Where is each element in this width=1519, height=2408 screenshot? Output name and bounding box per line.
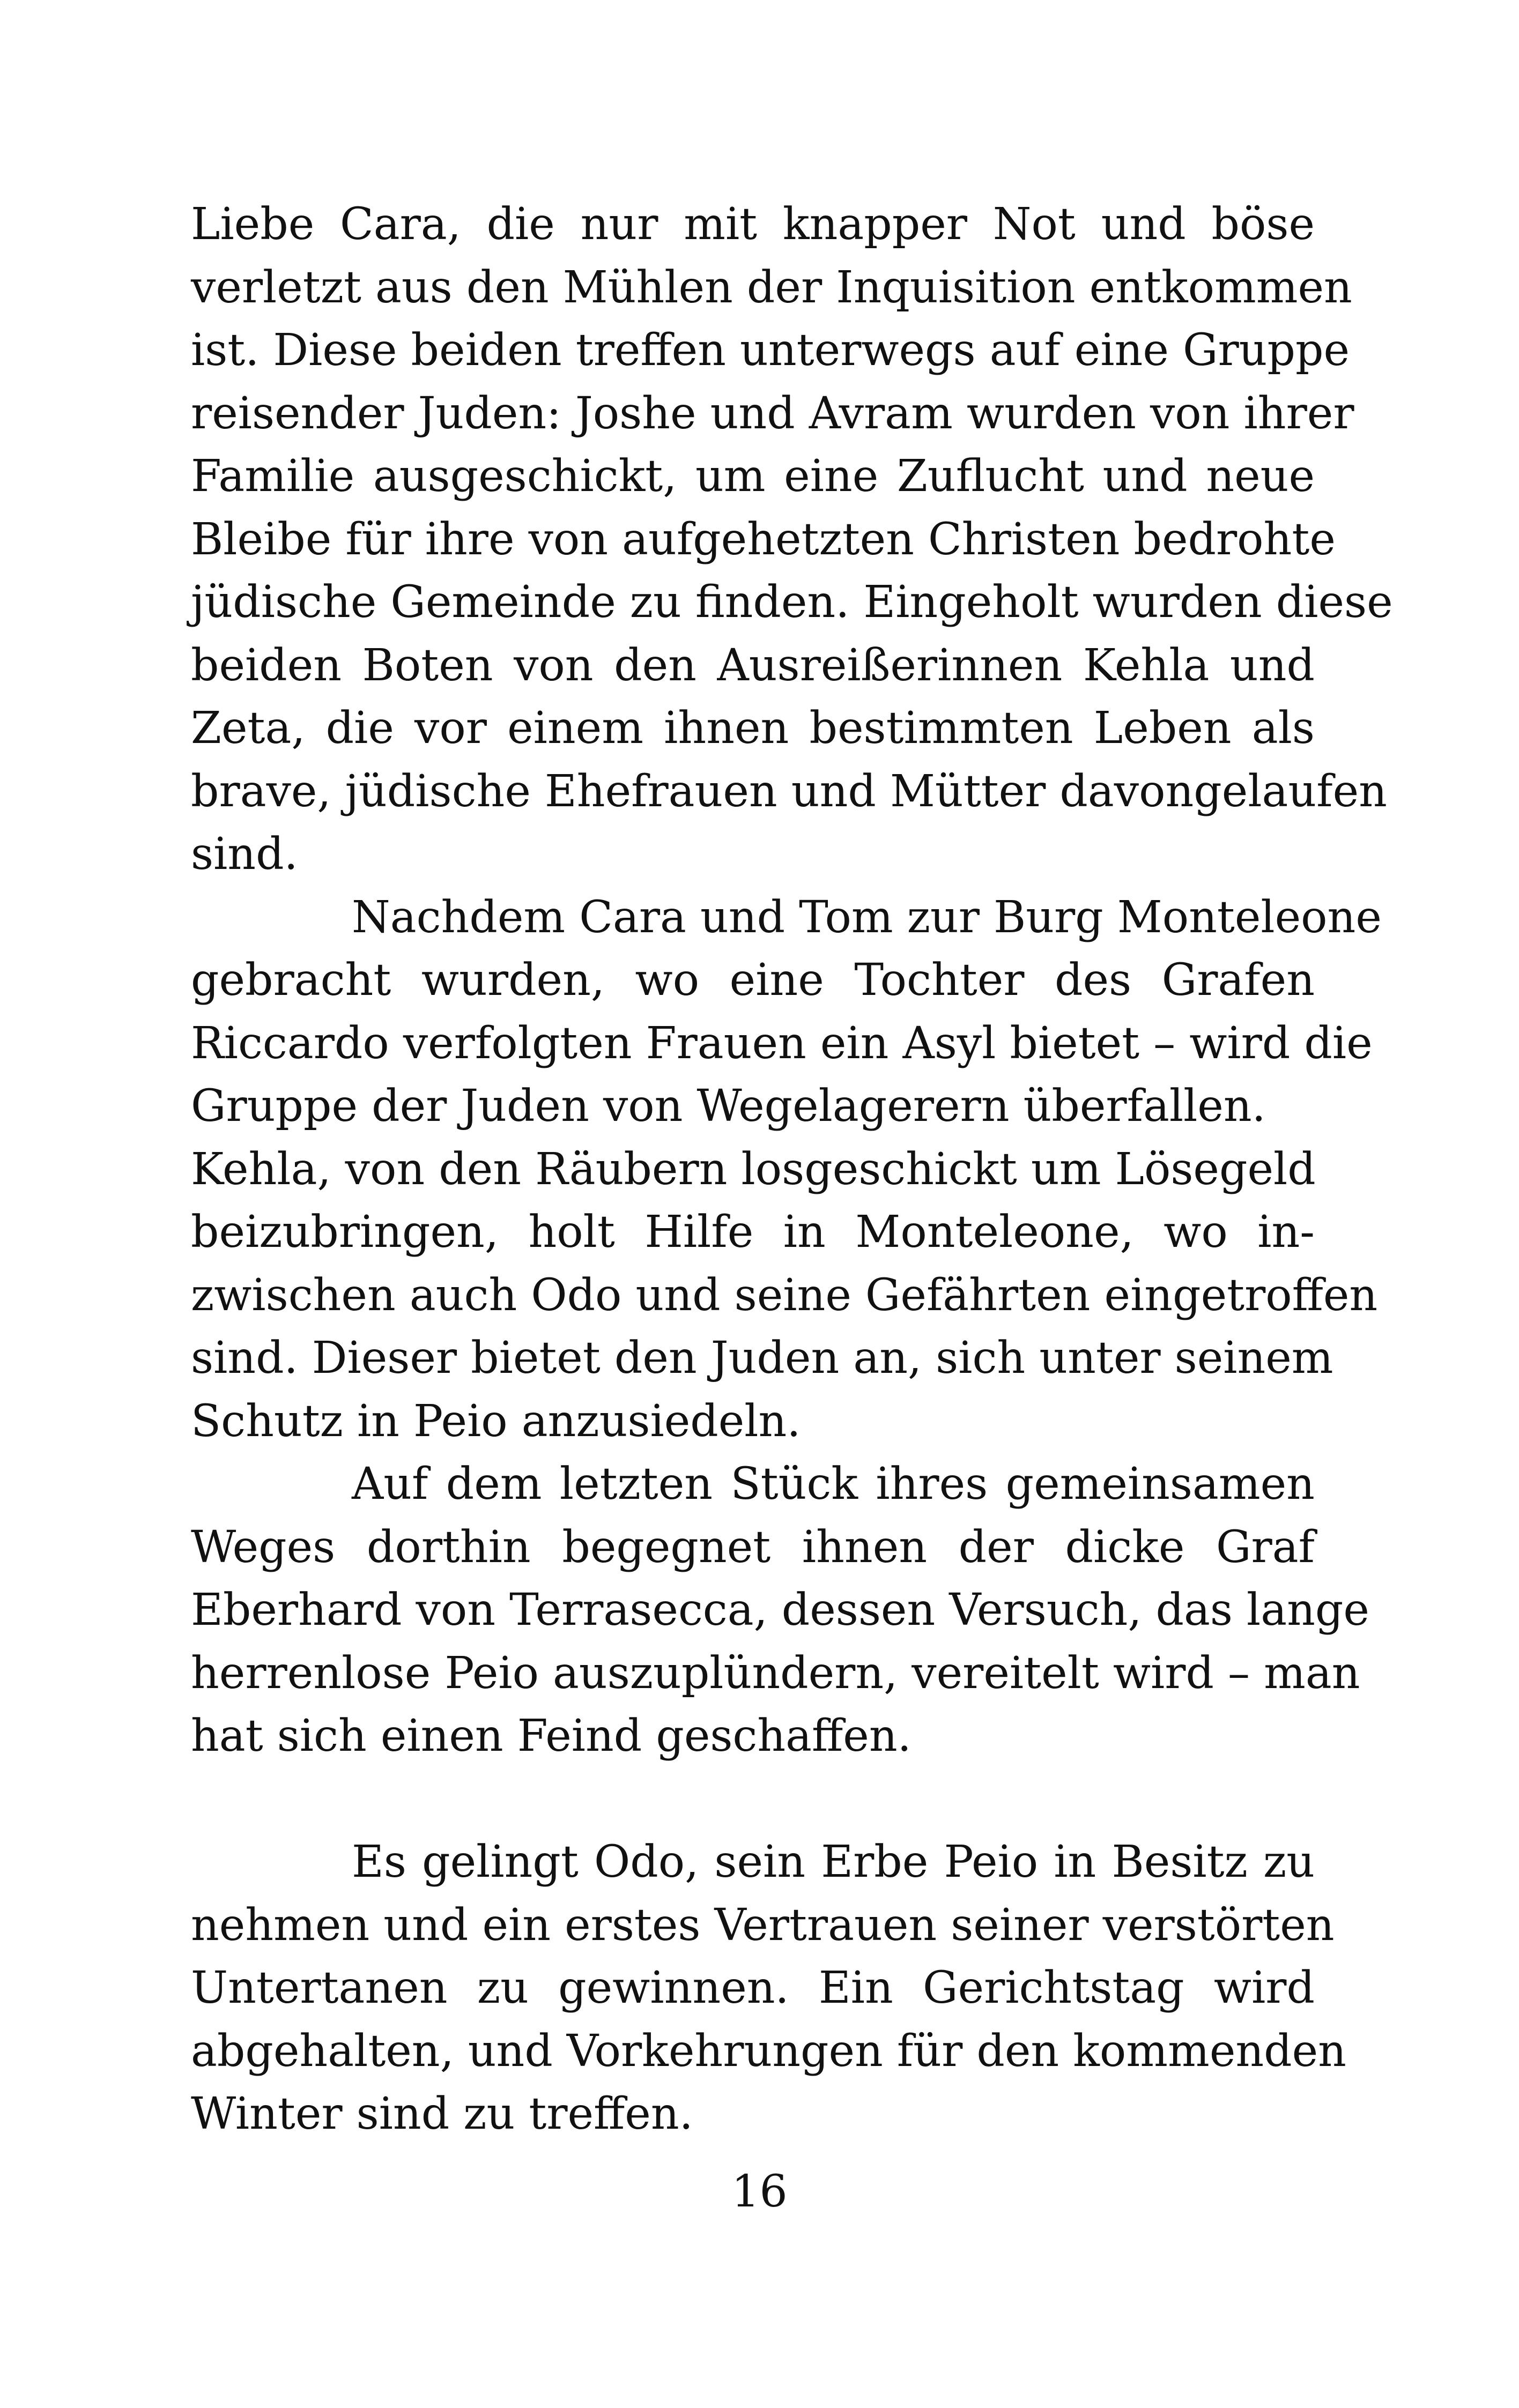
text-line: gebracht wurden, wo eine Tochter des Grafen [191,955,1315,1006]
text-line: Untertanen zu gewinnen. Ein Gerichtstag wird [191,1963,1315,2013]
page-number: 16 [731,2166,788,2217]
text-line: Kehla, von den Räubern losgeschickt um Lösegeld [191,1143,1316,1195]
text-line: Bleibe für ihre von aufgehetzten Christen bedrohte [191,514,1336,565]
text-line: sind. Dieser bietet den Juden an, sich unter seinem [191,1333,1333,1384]
text-line: Familie ausgeschickt, um eine Zuflucht und neue [191,451,1315,502]
text-line: zwischen auch Odo und seine Gefährten eingetroffen [191,1269,1378,1321]
text-line: Weges dorthin begegnet ihnen der dicke Graf [191,1521,1315,1573]
text-line: Es gelingt Odo, sein Erbe Peio in Besitz zu [352,1837,1315,1887]
text-line: hat sich einen Feind geschaffen. [191,1711,912,1762]
text-line: ist. Diese beiden treffen unterwegs auf eine Gruppe [191,325,1350,376]
text-line: herrenlose Peio auszuplündern, vereitelt wird – man [191,1647,1360,1699]
text-line: sind. [191,829,298,880]
text-line: beizubringen, holt Hilfe in Monteleone, wo in- [191,1207,1315,1258]
paragraph-gap [191,1768,1315,1831]
text-line: Zeta, die vor einem ihnen bestimmten Leben als [191,703,1315,754]
text-line: nehmen und ein erstes Vertrauen seiner verstörten [191,1899,1335,1951]
text-line: beiden Boten von den Ausreißerinnen Kehla und [191,640,1315,691]
text-line: abgehalten, und Vorkehrungen für den kommenden [191,2025,1346,2077]
text-line: brave, jüdische Ehefrauen und Mütter davongelaufen [191,765,1387,817]
text-line: Auf dem letzten Stück ihres gemeinsamen [352,1459,1315,1510]
text-line: reisender Juden: Joshe und Avram wurden von ihrer [191,388,1354,439]
text-line: Winter sind zu treffen. [191,2089,693,2139]
text-line: Nachdem Cara und Tom zur Burg Monteleone [352,891,1382,943]
text-line: jüdische Gemeinde zu finden. Eingeholt wurden diese [191,577,1393,628]
text-line: Riccardo verfolgten Frauen ein Asyl bietet – wird die [191,1017,1373,1069]
text-line: Eberhard von Terrasecca, dessen Versuch, das lange [191,1585,1369,1636]
text-line: Schutz in Peio anzusiedeln. [191,1395,801,1447]
body-text [191,193,1393,2146]
text-line: Gruppe der Juden von Wegelagerern überfallen. [191,1081,1266,1132]
text-line: verletzt aus den Mühlen der Inquisition entkommen [191,262,1352,313]
text-line: Liebe Cara, die nur mit knapper Not und böse [191,199,1315,250]
